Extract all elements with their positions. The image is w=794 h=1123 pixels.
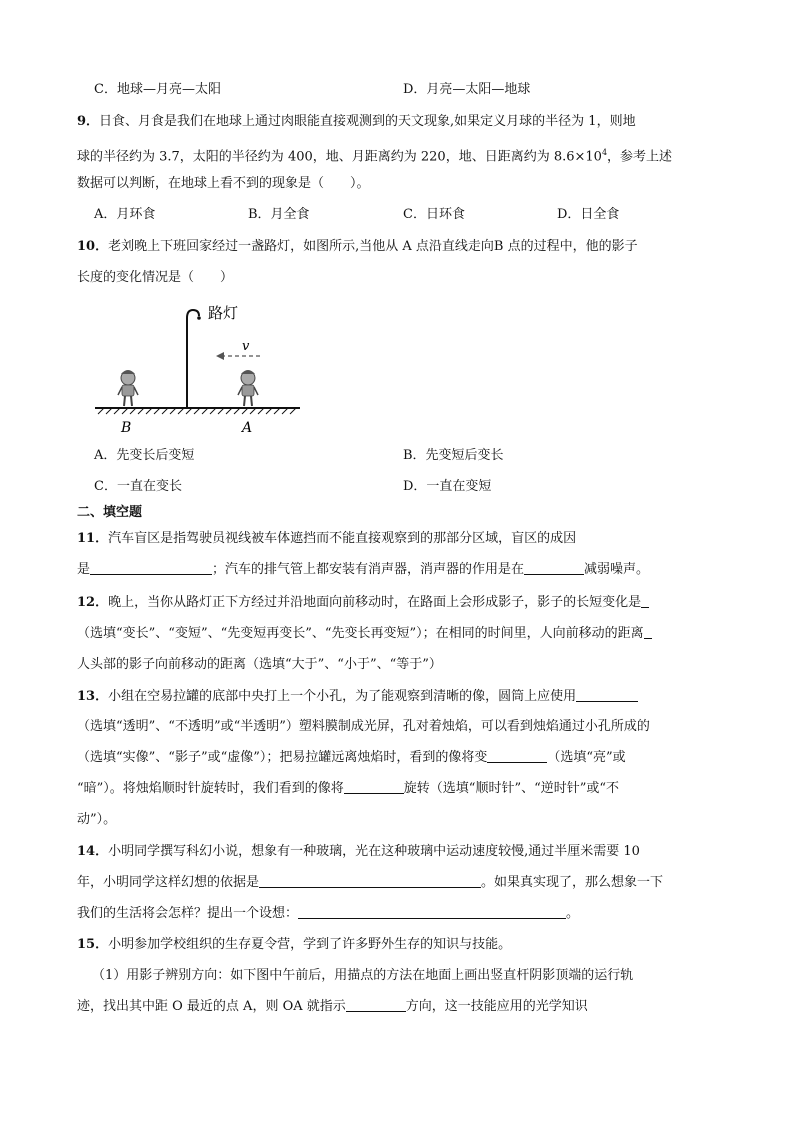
q8-option-c: C．地球—月亮—太阳 [94, 82, 221, 97]
q13-line-4 [77, 779, 717, 799]
section-title: 二、填空题 [77, 505, 143, 520]
q12-blank-2[interactable] [644, 624, 652, 639]
q14-text-1: 小明同学撰写科幻小说，想象有一种玻璃，光在这种玻璃中运动速度较慢,通过半厘米需要 10 [108, 844, 640, 859]
q11-text-2a: 是 [77, 562, 91, 577]
q13-text-3a: （选填“实像”、“影子”或“虚像”）；把易拉罐远离烛焰时，看到的像将变 [77, 750, 488, 765]
q15-line-1 [77, 935, 717, 955]
q13-line-5: 动”）。 [77, 812, 117, 827]
q11-line-2 [77, 560, 717, 580]
q14-line-1 [77, 842, 717, 862]
q9-option-a: A．月环食 [94, 207, 156, 222]
q13-text-4a: “暗”）。将烛焰顺时针旋转时，我们看到的像将 [77, 781, 344, 796]
q10-line-2: 长度的变化情况是（ ） [77, 270, 234, 285]
q14-text-3a: 我们的生活将会怎样？提出一个设想： [77, 906, 299, 921]
q9-number: 9． [77, 114, 100, 129]
q14-blank-2[interactable] [298, 904, 566, 919]
q15-number: 15． [77, 937, 109, 952]
q14-text-2a: 年，小明同学这样幻想的依据是 [77, 875, 260, 890]
person-b-icon [118, 370, 138, 406]
q12-line-2 [77, 624, 717, 644]
q9-line-3: 数据可以判断，在地球上看不到的现象是（ ）。 [77, 176, 370, 191]
q13-number: 13． [77, 689, 109, 704]
q10-option-d: D．一直在变短 [403, 479, 492, 494]
q10-option-a: A．先变长后变短 [94, 448, 195, 463]
q14-line-2 [77, 873, 717, 893]
q11-line-1 [77, 529, 717, 549]
q13-text-3b: （选填“亮”或 [547, 750, 626, 765]
q9-text-2b: ，参考上述 [607, 149, 673, 165]
q15-text-1: 小明参加学校组织的生存夏令营，学到了许多野外生存的知识与技能。 [108, 937, 512, 952]
q13-line-2: （选填“透明”、“不透明”或“半透明”）塑料膜制成光屏，孔对着烛焰，可以看到烛焰通过小孔所成的 [77, 719, 650, 734]
q10-line-1 [77, 237, 717, 257]
person-a-icon [238, 370, 258, 406]
q14-blank-1[interactable] [259, 873, 481, 888]
q8-option-d: D．月亮—太阳—地球 [403, 82, 531, 97]
q15-blank-1[interactable] [346, 997, 406, 1012]
q13-line-1 [77, 687, 717, 707]
q9-text-1: 日食、月食是我们在地球上通过肉眼能直接观测到的天文现象,如果定义月球的半径为 1，则地 [99, 114, 636, 129]
velocity-label: v [242, 339, 250, 354]
q12-blank-1[interactable] [641, 593, 649, 608]
q11-text-2c: 减弱噪声。 [584, 562, 650, 577]
q12-line-1 [77, 593, 717, 613]
q13-line-3 [77, 748, 717, 768]
q11-text-1: 汽车盲区是指驾驶员视线被车体遮挡而不能直接观察到的那部分区域，盲区的成因 [108, 531, 577, 546]
q13-text-1: 小组在空易拉罐的底部中央打上一个小孔，为了能观察到清晰的像，圆筒上应使用 [108, 689, 577, 704]
q10-text-1: 老刘晚上下班回家经过一盏路灯，如图所示,当他从 A 点沿直线走向B 点的过程中，他的影子 [108, 239, 638, 254]
q9-text-2a: 球的半径约为 3.7，太阳的半径约为 400，地、月距离约为 220，地、日距离约为 8.6×10 [77, 149, 602, 165]
q14-text-2b: 。如果真实现了，那么想象一下 [481, 875, 664, 890]
q13-text-4b: 旋转（选填“顺时针”、“逆时针”或“不 [403, 781, 620, 796]
q11-number: 11． [77, 531, 109, 546]
velocity-arrow-icon [216, 352, 260, 360]
q9-option-d: D．日全食 [557, 207, 620, 222]
q9-line-2 [77, 143, 717, 163]
q12-text-1: 晚上，当你从路灯正下方经过并沿地面向前移动时，在路面上会形成影子，影子的长短变化是 [108, 595, 642, 610]
street-lamp-icon [187, 310, 201, 408]
q14-number: 14． [77, 844, 109, 859]
q15-text-3b: 方向，这一技能应用的光学知识 [405, 999, 588, 1014]
q9-line-1 [77, 112, 717, 132]
q13-blank-2[interactable] [487, 748, 547, 763]
q10-option-b: B．先变短后变长 [403, 448, 504, 463]
street-lamp-figure [90, 300, 320, 440]
lamp-label: 路灯 [208, 304, 239, 322]
q15-line-2: （1）用影子辨别方向：如下图中午前后，用描点的方法在地面上画出竖直杆阴影顶端的运行轨 [92, 968, 634, 983]
q15-line-3 [77, 997, 717, 1017]
q12-text-2: （选填“变长”、“变短”、“先变短再变长”、“先变长再变短”）；在相同的时间里，人向前移动的距离 [77, 626, 644, 641]
q9-option-b: B．月全食 [248, 207, 310, 222]
q12-number: 12． [77, 595, 109, 610]
q14-text-3b: 。 [566, 906, 580, 921]
q10-option-c: C．一直在变长 [94, 479, 182, 494]
q12-line-3: 人头部的影子向前移动的距离（选填“大于”、“小于”、“等于”） [77, 657, 442, 672]
q13-blank-1[interactable] [576, 687, 638, 702]
point-a-label: A [242, 420, 253, 436]
q11-blank-2[interactable] [524, 560, 584, 575]
point-b-label: B [121, 420, 132, 436]
q14-line-3 [77, 904, 717, 924]
q13-blank-3[interactable] [344, 779, 404, 794]
q15-text-3a: 迹，找出其中距 O 最近的点 A，则 OA 就指示 [77, 999, 346, 1014]
q11-text-2b: ；汽车的排气管上都安装有消声器，消声器的作用是在 [212, 562, 525, 577]
q9-exponent: 4 [601, 148, 608, 157]
q10-number: 10． [77, 239, 109, 254]
q11-blank-1[interactable] [90, 560, 212, 575]
q9-option-c: C．日环食 [403, 207, 465, 222]
